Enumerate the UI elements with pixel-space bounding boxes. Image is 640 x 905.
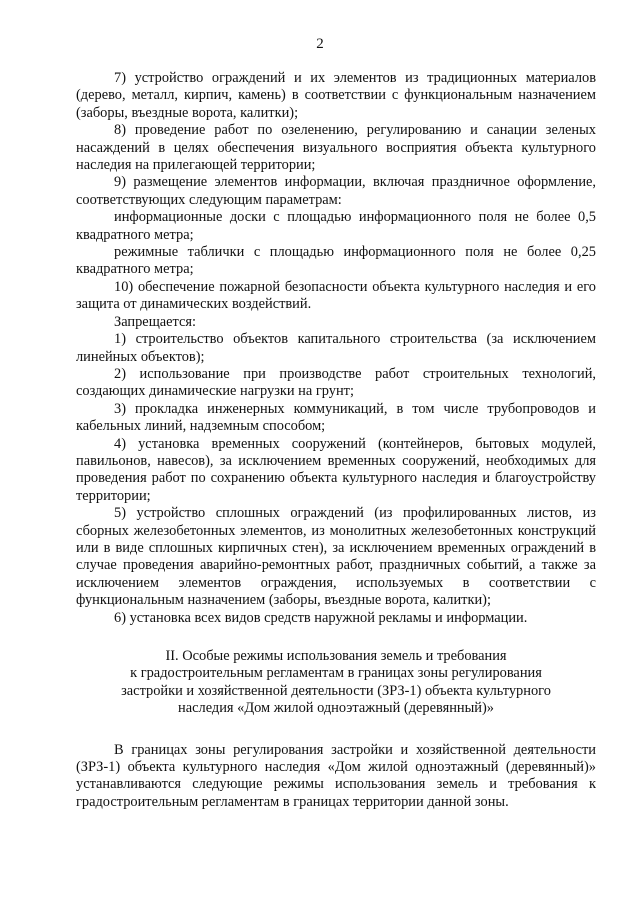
paragraph-info-boards: информационные доски с площадью информационного поля не более 0,5 квадратного метра; [76, 209, 596, 243]
paragraph-prohibited-2: 2) использование при производстве работ строительных технологий, создающих динамические нагрузки на грунт; [76, 365, 596, 400]
section-heading-line: наследия «Дом жилой одноэтажный (деревянный)» [178, 700, 494, 717]
paragraph-regime-signs: режимные таблички с площадью информационного поля не более 0,25 квадратного метра; [76, 244, 596, 278]
paragraph-item-7: 7) устройство ограждений и их элементов из традиционных материалов (дерево, металл, кирпич, камень) в соответствии с функциональным назначением (заборы, въездные ворота, калитки); [76, 70, 596, 121]
paragraph-item-9: 9) размещение элементов информации, включая праздничное оформление, соответствующих следующим параметрам: [76, 174, 596, 208]
section-heading-line: застройки и хозяйственной деятельности (ЗРЗ-1) объекта культурного [121, 682, 551, 699]
page-number: 2 [316, 36, 324, 52]
paragraph-prohibited-3: 3) прокладка инженерных коммуникаций, в том числе трубопроводов и кабельных линий, надземным способом; [76, 400, 596, 435]
paragraph-prohibited: Запрещается: [114, 313, 197, 330]
section-heading [76, 648, 596, 718]
paragraph-prohibited-6: 6) установка всех видов средств наружной рекламы и информации. [114, 609, 528, 626]
paragraph-item-10: 10) обеспечение пожарной безопасности объекта культурного наследия и его защита от динамических воздействий. [76, 278, 596, 313]
section-paragraph: В границах зоны регулирования застройки и хозяйственной деятельности (ЗРЗ-1) объекта культурного наследия «Дом жилой одноэтажный (деревянный)» устанавливаются следующие режимы использования земель и требования к градостроительным регламентам в границах территории данной зоны. [76, 741, 596, 810]
section-heading-line: к градостроительным регламентам в границах зоны регулирования [130, 665, 542, 682]
paragraph-item-8: 8) проведение работ по озеленению, регулированию и санации зеленых насаждений в целях обеспечения визуального восприятия объекта культурного наследия на прилегающей территории; [76, 122, 596, 174]
section-heading-line: II. Особые режимы использования земель и требования [165, 648, 507, 664]
paragraph-prohibited-4: 4) установка временных сооружений (контейнеров, бытовых модулей, павильонов, навесов), за исключением временных сооружений, необходимых для проведения работ по сохранению объекта культурного наследия и благоустройству территории; [76, 435, 596, 504]
paragraph-prohibited-5: 5) устройство сплошных ограждений (из профилированных листов, из сборных железобетонных элементов, из монолитных железобетонных конструкций или в виде сплошных кирпичных стен), за исключением временных ограждений в случае проведения аварийно-ремонтных работ, праздничных событий, а также за исключением элементов ограждения, используемых в соответствии с функциональным назначением (заборы, въездные ворота, калитки); [76, 505, 596, 609]
paragraph-prohibited-1: 1) строительство объектов капитального строительства (за исключением линейных объектов); [76, 331, 596, 365]
document-body [76, 70, 596, 811]
